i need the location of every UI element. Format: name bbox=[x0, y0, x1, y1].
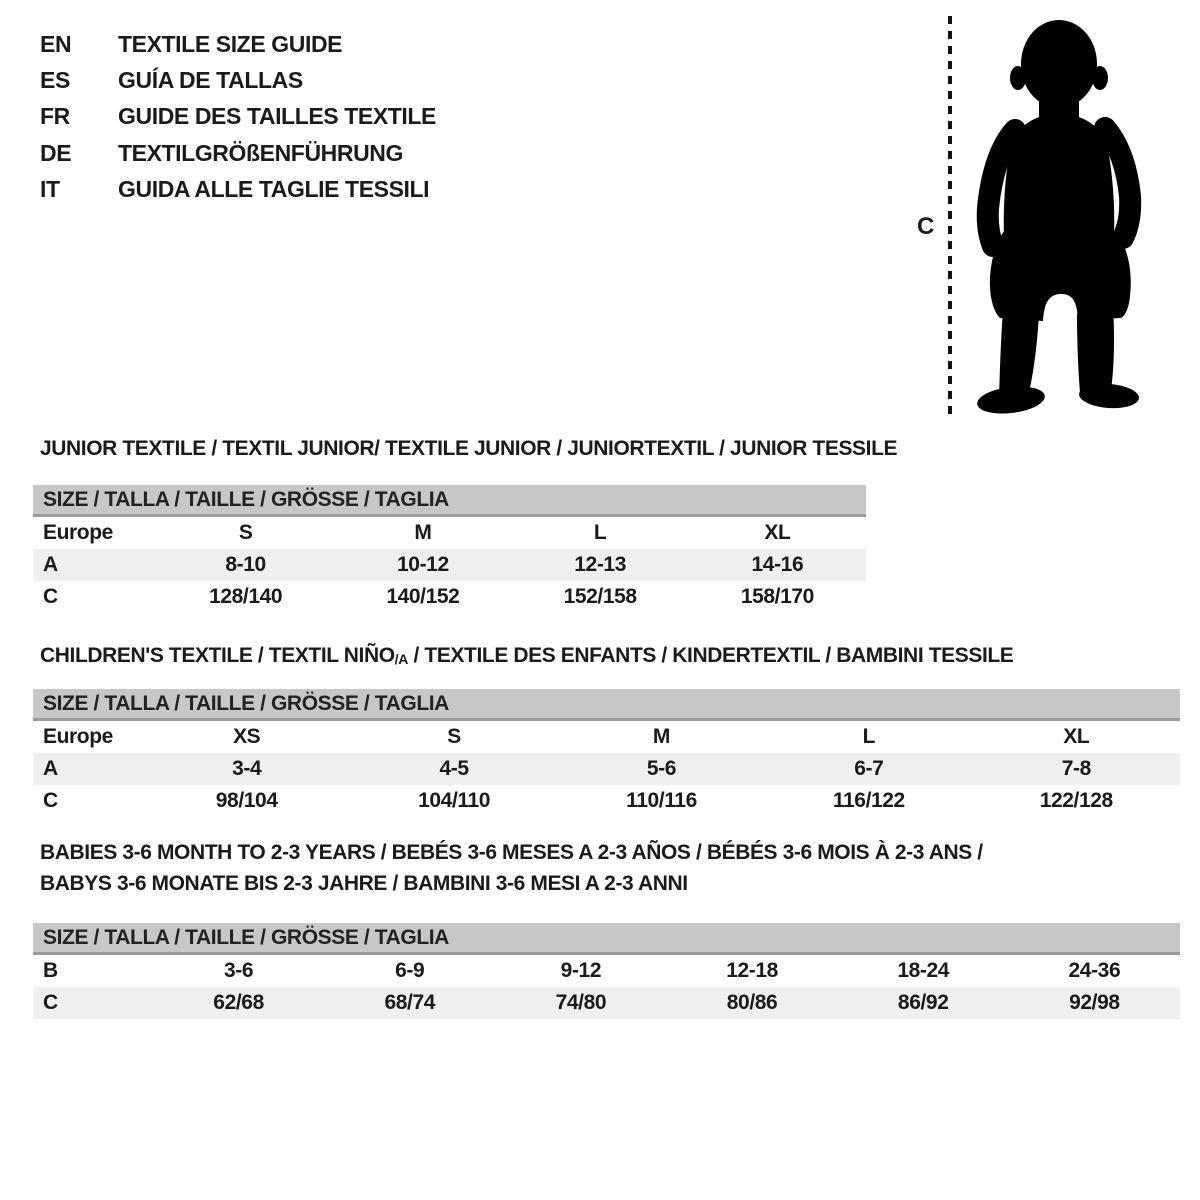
children-title-post: / TEXTILE DES ENFANTS / KINDERTEXTIL / BAMBINI TESSILE bbox=[408, 644, 1014, 667]
value-cell: L bbox=[862, 725, 876, 748]
language-title: GUÍA DE TALLAS bbox=[118, 67, 303, 94]
row-label-cell: C bbox=[43, 991, 58, 1014]
value-cell: XS bbox=[233, 725, 261, 748]
row-label-cell: C bbox=[43, 789, 58, 812]
toddler-silhouette-icon bbox=[975, 18, 1150, 416]
value-cell: L bbox=[593, 521, 607, 544]
size-header-bar-babies: SIZE / TALLA / TAILLE / GRÖSSE / TAGLIA bbox=[33, 923, 1180, 955]
value-cell: 12-13 bbox=[574, 553, 626, 576]
size-table-junior bbox=[33, 517, 866, 613]
value-cell: S bbox=[447, 725, 461, 748]
table-row bbox=[33, 955, 1180, 987]
section-title-children bbox=[40, 644, 1013, 668]
size-table-children bbox=[33, 721, 1180, 817]
value-cell: 18-24 bbox=[897, 959, 950, 982]
value-cell: 158/170 bbox=[740, 585, 814, 608]
language-title: TEXTILGRÖßENFÜHRUNG bbox=[118, 139, 403, 166]
language-code: ES bbox=[40, 67, 70, 94]
size-header-bar-children: SIZE / TALLA / TAILLE / GRÖSSE / TAGLIA bbox=[33, 689, 1180, 721]
language-row bbox=[40, 26, 436, 62]
value-cell: 80/86 bbox=[726, 991, 778, 1014]
value-cell: 104/110 bbox=[418, 789, 491, 812]
value-cell: 12-18 bbox=[726, 959, 778, 982]
value-cell: S bbox=[238, 521, 253, 544]
value-cell: M bbox=[414, 521, 432, 544]
language-code: FR bbox=[40, 103, 70, 130]
value-cell: 152/158 bbox=[563, 585, 637, 608]
section-title-babies bbox=[40, 837, 983, 899]
value-cell: XL bbox=[1063, 725, 1090, 748]
babies-title-line2: BABYS 3-6 MONATE BIS 2-3 JAHRE / BAMBINI 3-6 MESI A 2-3 ANNI bbox=[40, 872, 688, 895]
value-cell: 14-16 bbox=[751, 553, 804, 576]
row-label-cell: Europe bbox=[43, 725, 113, 748]
table-row bbox=[33, 785, 1180, 817]
size-header-bar-junior: SIZE / TALLA / TAILLE / GRÖSSE / TAGLIA bbox=[33, 485, 866, 517]
value-cell: 6-7 bbox=[854, 757, 884, 780]
value-cell: 62/68 bbox=[213, 991, 264, 1014]
value-cell: 110/116 bbox=[626, 789, 697, 812]
size-table-babies bbox=[33, 955, 1180, 1019]
value-cell: 98/104 bbox=[215, 789, 278, 812]
row-label-cell: Europe bbox=[43, 521, 113, 544]
value-cell: 122/128 bbox=[1039, 789, 1113, 812]
language-code: IT bbox=[40, 176, 60, 203]
language-code: DE bbox=[40, 139, 72, 166]
value-cell: 86/92 bbox=[897, 991, 949, 1014]
value-cell: 8-10 bbox=[225, 553, 266, 576]
table-row bbox=[33, 753, 1180, 785]
table-row bbox=[33, 549, 866, 581]
row-label-cell: A bbox=[43, 553, 58, 576]
value-cell: 9-12 bbox=[560, 959, 602, 982]
figure-height-label: C bbox=[917, 213, 934, 240]
value-cell: 6-9 bbox=[395, 959, 425, 982]
language-row bbox=[40, 135, 436, 171]
value-cell: 4-5 bbox=[439, 757, 469, 780]
value-cell: 92/98 bbox=[1069, 991, 1120, 1014]
language-row bbox=[40, 62, 436, 98]
children-title-pre: CHILDREN'S TEXTILE / TEXTIL NIÑO bbox=[40, 644, 395, 667]
value-cell: 3-4 bbox=[232, 757, 262, 780]
babies-title-line1: BABIES 3-6 MONTH TO 2-3 YEARS / BEBÉS 3-6 MESES A 2-3 AÑOS / BÉBÉS 3-6 MOIS À 2-3 ANS / bbox=[40, 841, 983, 864]
value-cell: 24-36 bbox=[1068, 959, 1121, 982]
language-title-list bbox=[40, 26, 436, 208]
language-title: GUIDA ALLE TAGLIE TESSILI bbox=[118, 176, 430, 203]
table-row bbox=[33, 517, 866, 549]
language-row bbox=[40, 172, 436, 208]
value-cell: 68/74 bbox=[384, 991, 436, 1014]
row-label-cell: B bbox=[43, 959, 58, 982]
value-cell: 5-6 bbox=[646, 757, 677, 780]
row-label-cell: C bbox=[43, 585, 58, 608]
children-title-subscript: /A bbox=[394, 651, 409, 667]
value-cell: 74/80 bbox=[555, 991, 607, 1014]
value-cell: 116/122 bbox=[832, 789, 905, 812]
table-row bbox=[33, 581, 866, 613]
language-row bbox=[40, 99, 436, 135]
section-title-junior: JUNIOR TEXTILE / TEXTIL JUNIOR/ TEXTILE JUNIOR / JUNIORTEXTIL / JUNIOR TESSILE bbox=[40, 437, 898, 460]
language-title: TEXTILE SIZE GUIDE bbox=[118, 30, 343, 57]
value-cell: 128/140 bbox=[209, 585, 283, 608]
table-row bbox=[33, 987, 1180, 1019]
value-cell: 7-8 bbox=[1061, 757, 1091, 780]
language-title: GUIDE DES TAILLES TEXTILE bbox=[118, 103, 436, 130]
value-cell: XL bbox=[764, 521, 791, 544]
table-row bbox=[33, 721, 1180, 753]
value-cell: 3-6 bbox=[224, 959, 254, 982]
row-label-cell: A bbox=[43, 757, 58, 780]
value-cell: 10-12 bbox=[397, 553, 449, 576]
value-cell: 140/152 bbox=[386, 585, 460, 608]
language-code: EN bbox=[40, 30, 72, 57]
value-cell: M bbox=[652, 725, 671, 748]
height-measure-line bbox=[948, 16, 952, 416]
